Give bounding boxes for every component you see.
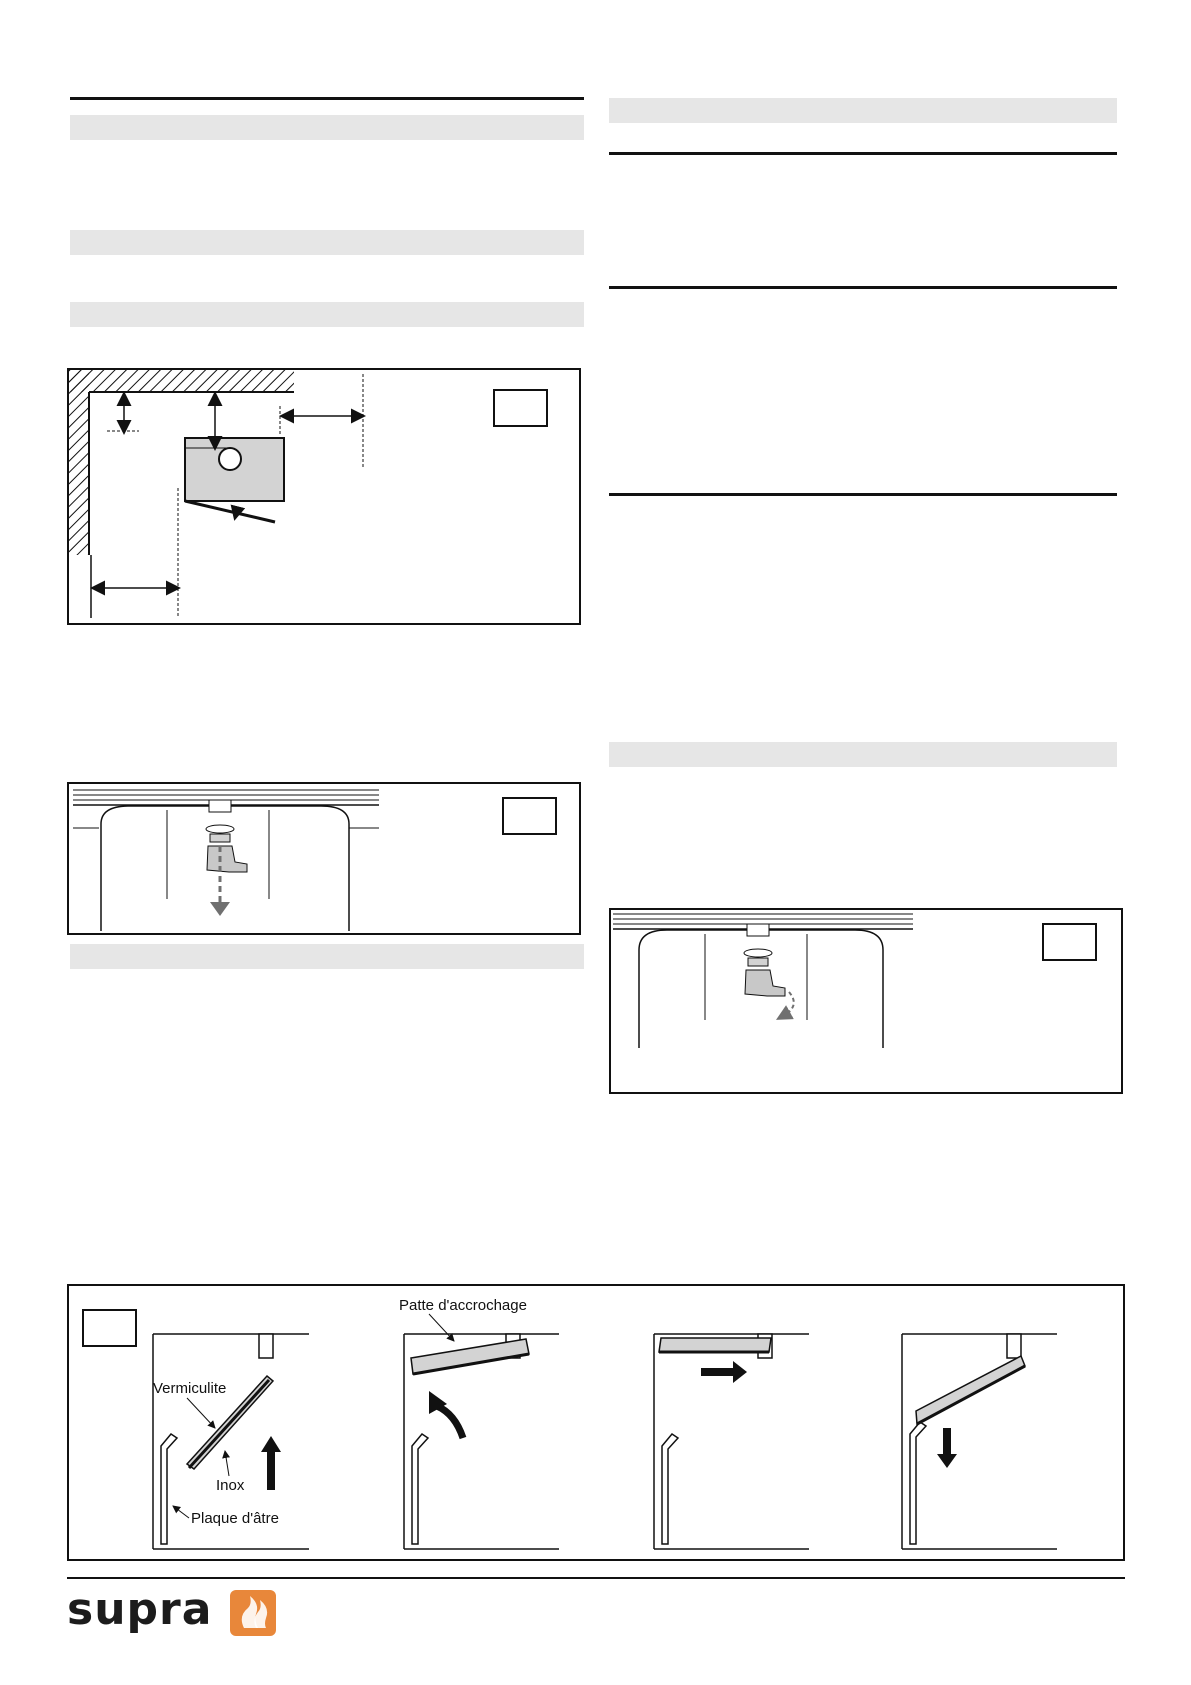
- label-hearth-plate: Plaque d'âtre: [191, 1510, 279, 1527]
- label-vermiculite: Vermiculite: [153, 1380, 227, 1397]
- figure-handle-rotate: [609, 908, 1123, 1094]
- rule-right-1: [609, 152, 1117, 155]
- section-bar-right-1: [609, 98, 1117, 123]
- rule-right-2: [609, 286, 1117, 289]
- step-3-panel: [654, 1334, 809, 1549]
- label-hook-tab: Patte d'accrochage: [399, 1297, 527, 1314]
- section-bar-2: [70, 230, 584, 255]
- step-2-panel: [404, 1334, 559, 1549]
- brand-logo: [67, 1582, 287, 1642]
- label-stainless: Inox: [216, 1477, 245, 1494]
- brand-flame-icon: [230, 1590, 276, 1636]
- section-bar-4: [70, 944, 584, 969]
- rule-right-3: [609, 493, 1117, 496]
- footer-rule: [67, 1577, 1125, 1579]
- step-4-panel: [902, 1334, 1057, 1549]
- section-bar-1: [70, 115, 584, 140]
- section-bar-right-2: [609, 742, 1117, 767]
- brand-wordmark: supra: [67, 1584, 213, 1635]
- section-bar-3: [70, 302, 584, 327]
- figure-clearance-diagram: [67, 368, 581, 625]
- figure-handle-pull-down: [67, 782, 581, 935]
- figure-cleaning-steps: [67, 1284, 1125, 1561]
- top-rule-left: [70, 97, 584, 100]
